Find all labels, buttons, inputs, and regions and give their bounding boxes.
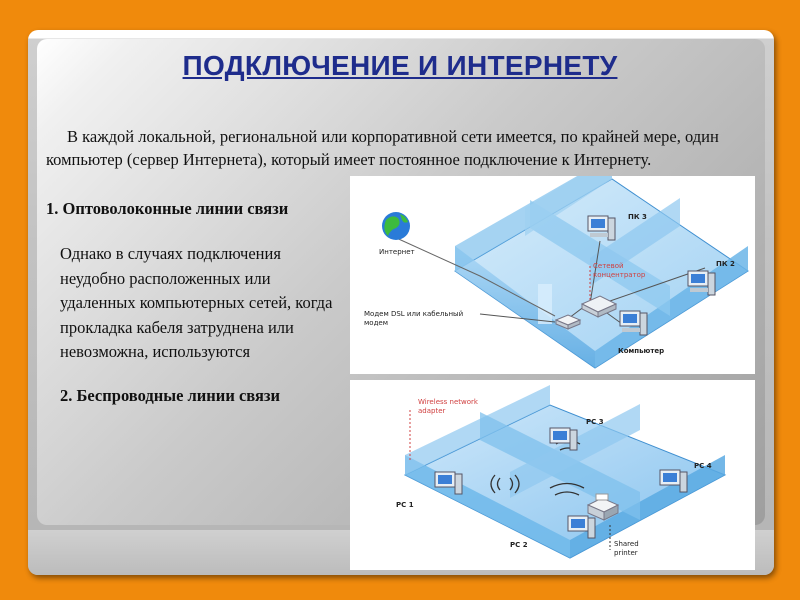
wired-diagram-svg (350, 176, 755, 374)
pc4-label: PC 4 (694, 462, 712, 470)
main-computer-icon (620, 311, 647, 335)
modem-label-line1: Модем DSL или кабельный (364, 310, 464, 318)
slide-title: ПОДКЛЮЧЕНИЕ И ИНТЕРНЕТУ (182, 50, 618, 81)
printer-label-line1: Shared (614, 540, 639, 548)
computer-label: Компьютер (618, 347, 665, 355)
wireless-diagram-svg (350, 380, 755, 570)
pc3-computer-icon (588, 216, 615, 240)
pc2-label: PC 2 (510, 541, 528, 549)
adapter-label-line1: Wireless network (418, 398, 478, 406)
hub-label-line1: Сетевой (593, 262, 624, 270)
printer-label-line2: printer (614, 549, 638, 557)
adapter-label-line2: adapter (418, 407, 446, 415)
pc1-label: PC 1 (396, 501, 414, 509)
pc2-computer-icon (688, 271, 715, 295)
wireless-network-diagram (350, 380, 755, 570)
pc3-label: PC 3 (586, 418, 604, 426)
intro-paragraph (46, 126, 751, 171)
side-paragraph: Однако в случаях подключения неудобно расположенных или удаленных компьютерных сетей, когда прокладка кабеля затруднена или невозможна, используются (60, 244, 333, 361)
modem-label-line2: модем (364, 319, 388, 327)
heading-fiber: 1. Оптоволоконные линии связи (46, 199, 289, 218)
hub-label-line2: концентратор (593, 271, 646, 279)
doorway (538, 284, 552, 324)
wired-network-diagram (350, 176, 755, 374)
pc2-label: ПК 2 (716, 260, 735, 268)
internet-label: Интернет (379, 248, 415, 256)
intro-text: В каждой локальной, региональной или корпоративной сети имеется, по крайней мере, один компьютер (сервер Интернета), который имеет постоянное подключение к Интернету. (46, 127, 719, 169)
pc3-label: ПК 3 (628, 213, 647, 221)
internet-globe-icon (382, 212, 410, 240)
heading-wireless: 2. Беспроводные линии связи (60, 386, 281, 405)
